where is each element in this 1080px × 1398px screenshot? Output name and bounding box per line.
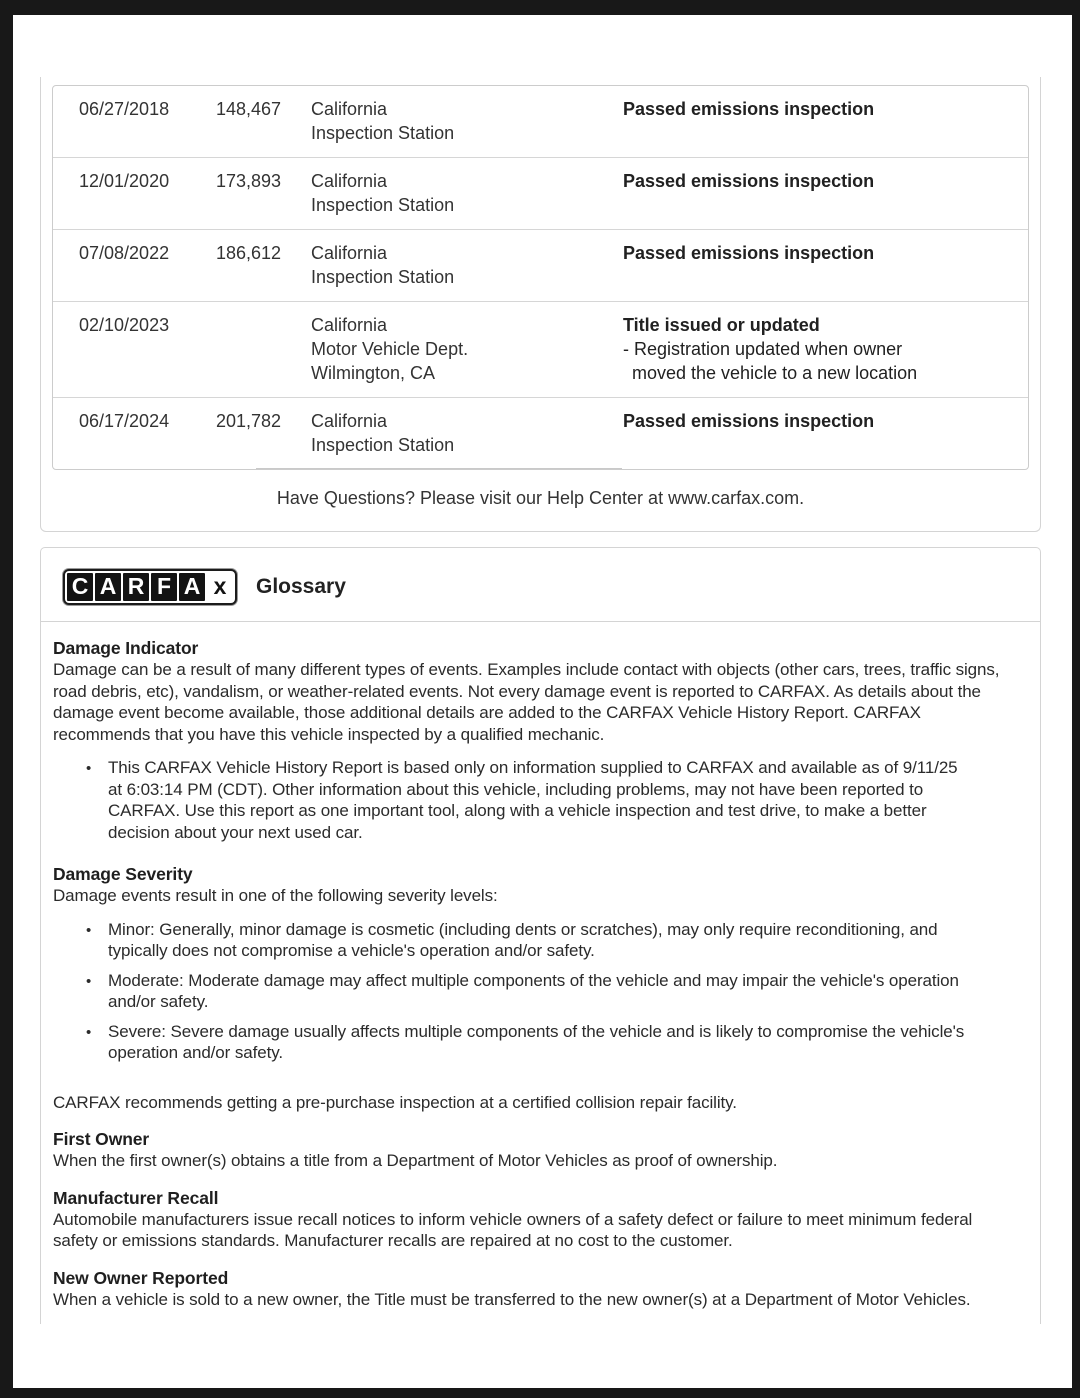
event-date: 06/17/2024 <box>79 411 170 431</box>
help-center-note: Have Questions? Please visit our Help Center at www.carfax.com. <box>276 488 805 508</box>
bullet-list <box>86 919 975 1064</box>
event-date: 06/27/2018 <box>79 99 170 119</box>
event-detail: Passed emissions inspection <box>623 99 875 119</box>
event-mileage: 186,612 <box>216 243 282 263</box>
glossary-section-damage-severity <box>53 863 1020 1064</box>
events-section-card <box>40 77 1041 532</box>
carfax-logo-letter: R <box>123 573 149 601</box>
bullet-icon <box>86 1021 108 1064</box>
event-location: California Inspection Station <box>311 243 455 287</box>
event-date: 12/01/2020 <box>79 171 170 191</box>
section-heading: Damage Indicator <box>53 638 199 658</box>
event-note-line: moved the vehicle to a new location <box>632 363 918 383</box>
event-detail: Passed emissions inspection <box>623 171 875 191</box>
list-item-text: Minor: Generally, minor damage is cosmetic (including dents or scratches), may only require reconditioning, and typically does not compromise a vehicle's operation and/or safety. <box>108 919 938 960</box>
section-heading: Manufacturer Recall <box>53 1187 219 1208</box>
glossary-section-new-owner <box>53 1267 1020 1311</box>
section-paragraph: Damage events result in one of the following severity levels: <box>53 886 498 905</box>
carfax-logo-letter: F <box>151 573 177 601</box>
event-mileage: 148,467 <box>216 99 282 119</box>
carfax-logo-letter: C <box>67 573 93 601</box>
glossary-section-manufacturer-recall <box>53 1187 1020 1252</box>
glossary-header <box>41 548 1040 622</box>
table-row <box>53 398 1028 469</box>
list-item <box>86 757 975 843</box>
table-row <box>53 158 1028 230</box>
list-item <box>86 1021 975 1064</box>
section-paragraph: When a vehicle is sold to a new owner, the Title must be transferred to the new owner(s) at a Department of Motor Vehicles. <box>53 1289 971 1309</box>
section-paragraph: Damage can be a result of many different types of events. Examples include contact with objects (other cars, trees, traffic signs, road debris, etc), vandalism, or weather-related events. Not every damage event is reported to CARFAX. As details about the damage event become available, those additional details are added to the CARFAX Vehicle History Report. CARFAX recommends that you have this vehicle inspected by a qualified mechanic. <box>53 660 1000 744</box>
carfax-logo-letter: A <box>95 573 121 601</box>
event-detail: Title issued or updated - Registration updated when owner moved the vehicle to a new location <box>623 315 918 383</box>
list-item-text: Moderate: Moderate damage may affect multiple components of the vehicle and may impair the vehicle's operation and/or safety. <box>108 970 959 1011</box>
event-mileage: 201,782 <box>216 411 282 431</box>
section-heading: New Owner Reported <box>53 1267 229 1288</box>
glossary-section-card <box>40 547 1041 1324</box>
bullet-icon <box>86 970 108 1013</box>
event-mileage <box>216 313 311 385</box>
glossary-section-first-owner <box>53 1128 1020 1172</box>
glossary-title: Glossary <box>256 575 346 598</box>
event-date: 07/08/2022 <box>79 243 170 263</box>
event-detail: Passed emissions inspection <box>623 243 875 263</box>
section-paragraph: When the first owner(s) obtains a title from a Department of Motor Vehicles as proof of ownership. <box>53 1151 778 1170</box>
bullet-icon <box>86 919 108 962</box>
carfax-logo <box>63 569 237 605</box>
list-item <box>86 970 975 1013</box>
table-row <box>53 302 1028 398</box>
event-date: 02/10/2023 <box>79 315 170 335</box>
list-item-text: Severe: Severe damage usually affects multiple components of the vehicle and is likely to compromise the vehicle's operation and/or safety. <box>108 1021 965 1062</box>
event-location: California Inspection Station <box>311 171 455 215</box>
event-location: California Inspection Station <box>311 411 455 455</box>
glossary-body <box>41 622 1040 1310</box>
event-note-line: - Registration updated when owner <box>623 339 903 359</box>
carfax-logo-letter-x: x <box>207 573 233 601</box>
table-row <box>53 230 1028 302</box>
section-heading: Damage Severity <box>53 864 193 884</box>
list-item-text: This CARFAX Vehicle History Report is based only on information supplied to CARFAX and available as of 9/11/25 at 6:03:14 PM (CDT). Other information about this vehicle, including problems, may not have been reported to CARFAX. Use this report as one important tool, along with a vehicle inspection and test drive, to make a better decision about your next used car. <box>108 758 958 842</box>
event-detail: Passed emissions inspection <box>623 411 875 431</box>
list-item <box>86 919 975 962</box>
event-location: California Motor Vehicle Dept. Wilmington, CA <box>311 315 469 383</box>
table-row <box>53 86 1028 158</box>
section-paragraph: Automobile manufacturers issue recall notices to inform vehicle owners of a safety defect or failure to meet minimum federal safety or emissions standards. Manufacturer recalls are repaired at no cost to the customer. <box>53 1209 973 1250</box>
glossary-section-damage-indicator <box>53 637 1020 843</box>
bullet-list <box>86 757 975 843</box>
bullet-icon <box>86 757 108 843</box>
event-location: California Inspection Station <box>311 99 455 143</box>
section-heading: First Owner <box>53 1129 150 1149</box>
events-table <box>52 85 1029 470</box>
carfax-logo-letter: A <box>179 573 205 601</box>
event-mileage: 173,893 <box>216 171 282 191</box>
recommendation-paragraph: CARFAX recommends getting a pre-purchase inspection at a certified collision repair facility. <box>53 1092 737 1112</box>
